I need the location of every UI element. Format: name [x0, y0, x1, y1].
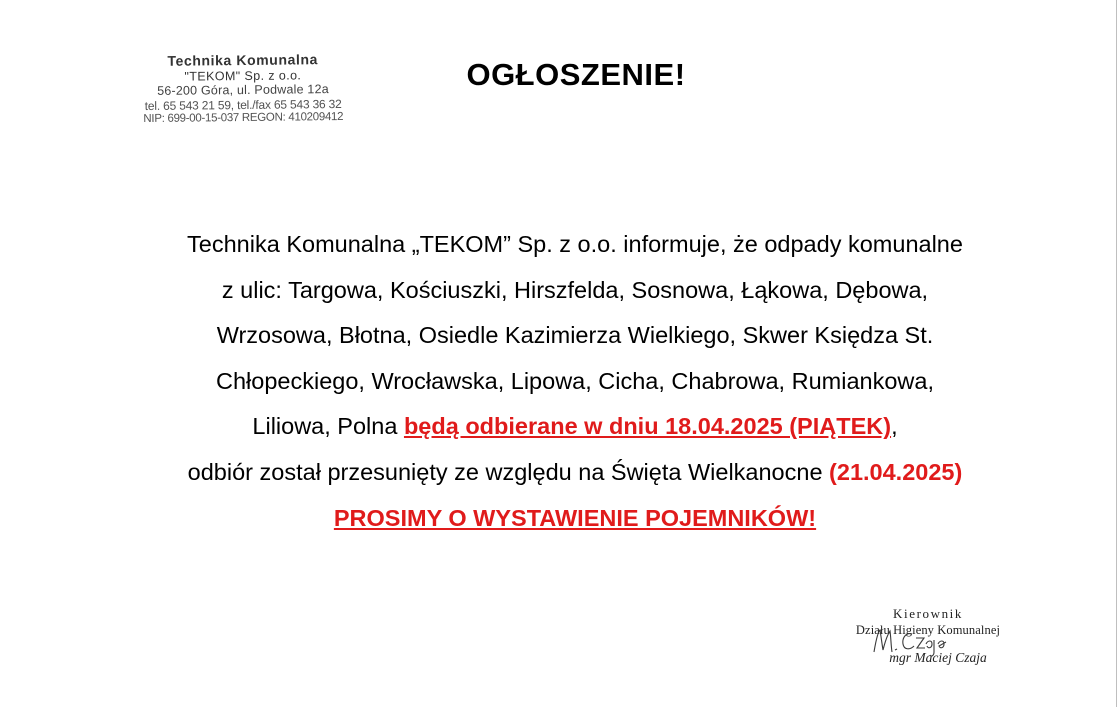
company-stamp [128, 51, 359, 127]
signature-department: Działu Higieny Komunalnej [855, 623, 1001, 637]
signature-block [838, 606, 1018, 666]
containers-request: PROSIMY O WYSTAWIENIE POJEMNIKÓW! [333, 504, 817, 531]
announcement-body [60, 222, 1090, 541]
holiday-date-highlight: (21.04.2025) [829, 458, 963, 485]
pickup-date-highlight: będą odbierane w dniu 18.04.2025 (PIĄTEK) [403, 413, 892, 440]
body-line-7 [60, 496, 1090, 542]
body-line-1: Technika Komunalna „TEKOM” Sp. z o.o. informuje, że odpady komunalne [187, 231, 963, 257]
body-line-6-start: odbiór został przesunięty ze względu na Święta Wielkanocne [187, 458, 830, 485]
body-line-5-end: , [891, 413, 898, 440]
body-line-5 [60, 404, 1090, 450]
signature-role: Kierownik [893, 606, 963, 621]
stamp-company-name: Technika Komunalna [167, 51, 319, 69]
body-line-4: Chłopeckiego, Wrocławska, Lipowa, Cicha, Chabrowa, Rumiankowa, [216, 367, 934, 394]
stamp-phone: tel. 65 543 21 59, tel./fax 65 543 36 32 [144, 96, 342, 114]
signature-name: mgr Maciej Czaja [889, 650, 987, 665]
body-line-3: Wrzosowa, Błotna, Osiedle Kazimierza Wielkiego, Skwer Księdza St. [216, 322, 934, 349]
body-line-2: z ulic: Targowa, Kościuszki, Hirszfelda, Sosnowa, Łąkowa, Dębowa, [221, 276, 929, 303]
stamp-company-brand: "TEKOM" Sp. z o.o. [184, 67, 302, 84]
stamp-address: 56-200 Góra, ul. Podwale 12a [157, 82, 329, 99]
body-line-6 [60, 450, 1090, 496]
announcement-title: OGŁOSZENIE! [466, 57, 686, 92]
body-line-5-start: Liliowa, Polna [252, 413, 404, 440]
stamp-registration: NIP: 699-00-15-037 REGON: 410209412 [143, 111, 344, 126]
